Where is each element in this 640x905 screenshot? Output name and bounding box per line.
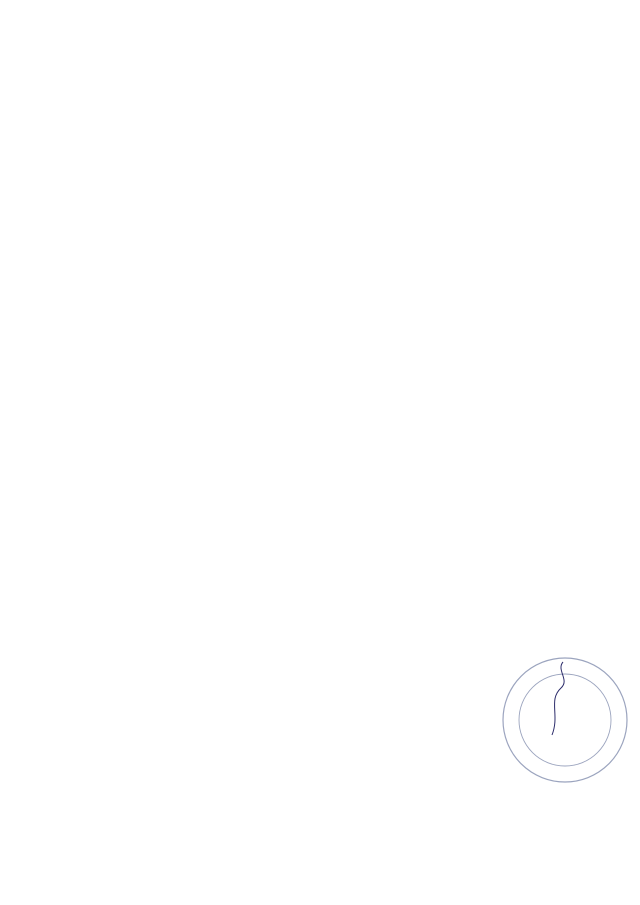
official-stamp: [503, 658, 627, 782]
handwritten-signature: [552, 662, 564, 735]
